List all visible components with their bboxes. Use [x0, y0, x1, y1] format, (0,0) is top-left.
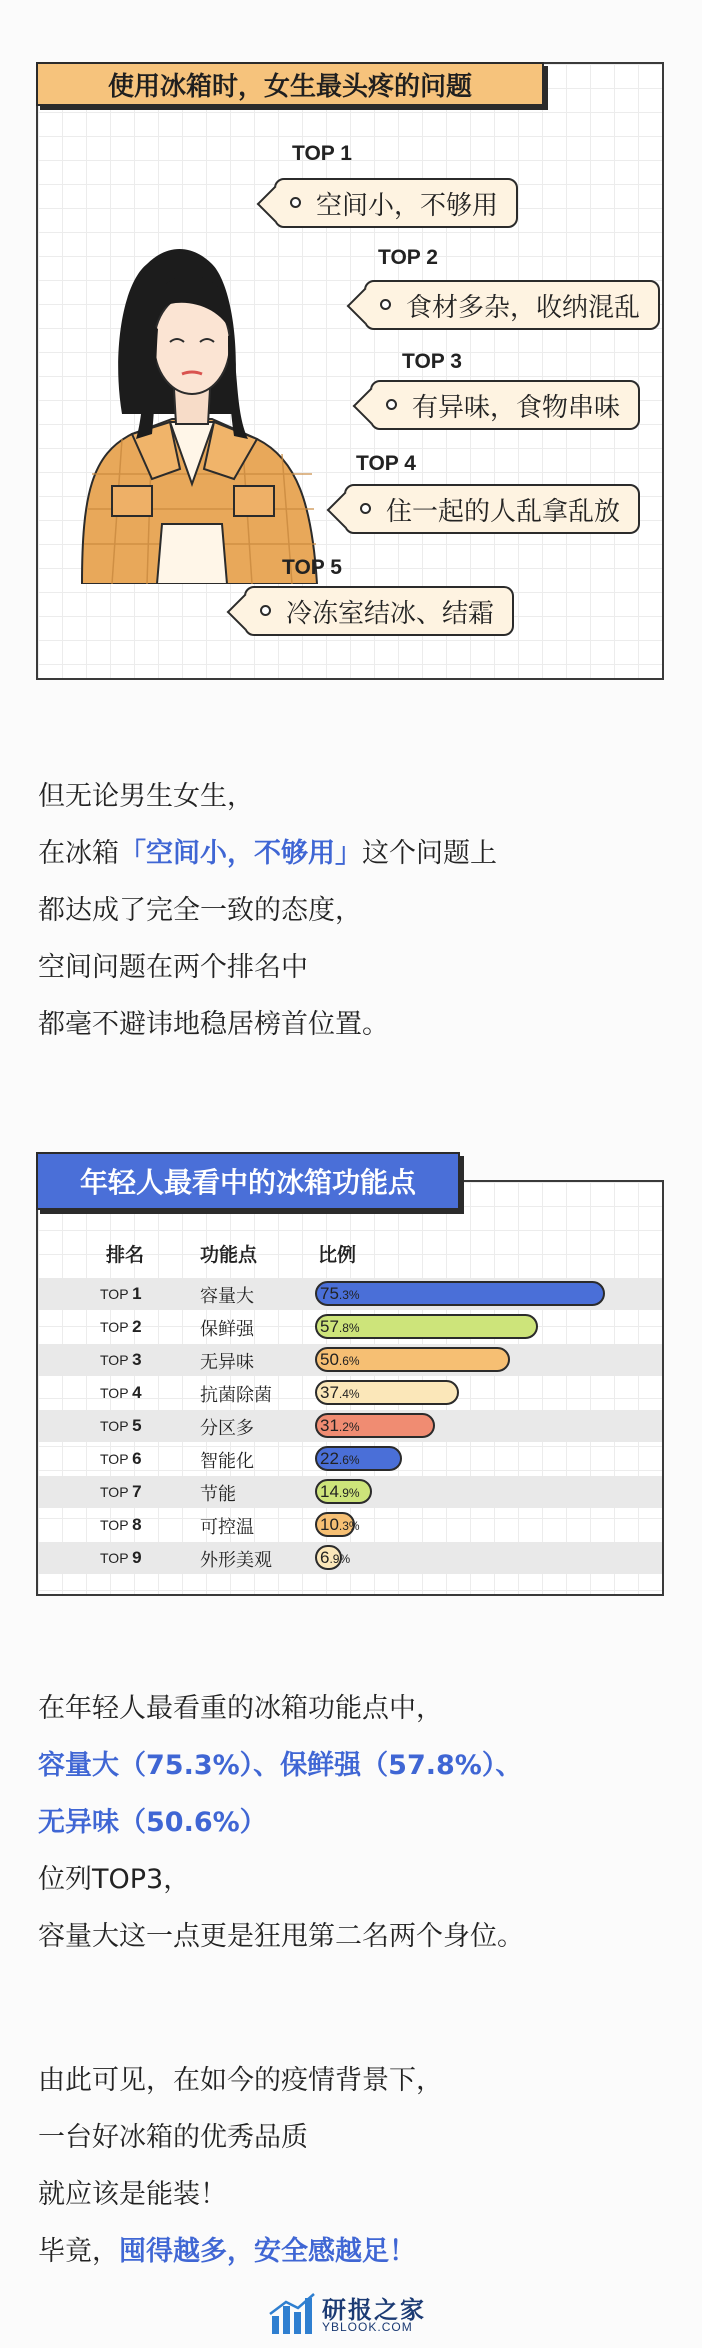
bullet-icon	[380, 299, 391, 310]
bullet-icon	[386, 399, 397, 410]
table-row	[38, 1278, 662, 1310]
feature-cell: 分区多	[200, 1418, 254, 1439]
rank-label-5: TOP 5	[282, 556, 342, 579]
value-label: 50.6%	[320, 1350, 360, 1369]
table-row	[38, 1311, 662, 1343]
problem-bubble-3: 有异味，食物串味	[370, 380, 640, 430]
feature-cell: 可控温	[200, 1517, 254, 1538]
feature-cell: 容量大	[200, 1286, 254, 1307]
table-row	[38, 1443, 662, 1475]
header-rank: 排名	[106, 1244, 145, 1266]
problem-bubble-1: 空间小，不够用	[274, 178, 518, 228]
table-row	[38, 1542, 662, 1574]
logo-name: 研报之家	[322, 2296, 426, 2324]
value-label: 31.2%	[320, 1416, 360, 1435]
rank-label-1: TOP 1	[292, 142, 352, 165]
value-label: 10.3%	[320, 1515, 360, 1534]
highlight-text: 囤得越多，安全感越足！	[119, 2236, 416, 2267]
feature-cell: 抗菌除菌	[200, 1385, 272, 1406]
table-row	[38, 1476, 662, 1508]
value-label: 6.9%	[320, 1548, 351, 1567]
value-label: 37.4%	[320, 1383, 360, 1402]
value-label: 57.8%	[320, 1317, 360, 1336]
feature-cell: 节能	[200, 1484, 236, 1505]
feature-cell: 智能化	[200, 1451, 254, 1472]
bar-chart-icon	[268, 2292, 316, 2336]
feature-cell: 保鲜强	[200, 1319, 254, 1340]
bullet-icon	[260, 605, 271, 616]
paragraph-top3: 在年轻人最看重的冰箱功能点中， 容量大（75.3%）、保鲜强（57.8%）、 无异味（50.6%） 位列TOP3， 容量大这一点更是狂甩第二名两个身位。	[38, 1693, 524, 1952]
bullet-icon	[290, 197, 301, 208]
footer-logo[interactable]	[268, 2290, 438, 2338]
paragraph-conclusion: 由此可见，在如今的疫情背景下， 一台好冰箱的优秀品质 就应该是能装！ 毕竟，囤得越多，安全感越足！	[38, 2065, 443, 2267]
features-card	[36, 1166, 664, 1596]
rank-cell: TOP 3	[100, 1350, 142, 1369]
rank-cell: TOP 2	[100, 1317, 142, 1336]
paragraph-space-issue: 但无论男生女生， 在冰箱「空间小，不够用」这个问题上 都达成了完全一致的态度， 空间问题在两个排名中 都毫不避讳地稳居榜首位置。	[38, 781, 497, 1040]
table-row	[38, 1410, 662, 1442]
header-feature: 功能点	[200, 1244, 258, 1266]
rank-cell: TOP 8	[100, 1515, 142, 1534]
table-row	[38, 1377, 662, 1409]
table-row	[38, 1509, 662, 1541]
problems-card	[36, 62, 664, 680]
rank-label-3: TOP 3	[402, 350, 462, 373]
problem-bubble-4: 住一起的人乱拿乱放	[344, 484, 640, 534]
logo-domain: YBLOOK.COM	[322, 2320, 413, 2334]
value-label: 75.3%	[320, 1284, 360, 1303]
value-label: 22.6%	[320, 1449, 360, 1468]
rank-cell: TOP 5	[100, 1416, 142, 1435]
header-ratio: 比例	[318, 1244, 357, 1266]
bullet-icon	[360, 503, 371, 514]
problem-bubble-2: 食材多杂，收纳混乱	[364, 280, 660, 330]
rank-label-2: TOP 2	[378, 246, 438, 269]
rank-cell: TOP 1	[100, 1284, 142, 1303]
highlight-text: 「空间小，不够用」	[119, 838, 362, 869]
woman-illustration	[52, 224, 352, 584]
table-row	[38, 1344, 662, 1376]
rank-cell: TOP 9	[100, 1548, 142, 1567]
problem-bubble-5: 冷冻室结冰、结霜	[244, 586, 514, 636]
problems-card-title: 使用冰箱时，女生最头疼的问题	[36, 62, 544, 106]
feature-cell: 外形美观	[200, 1550, 272, 1571]
features-card-title: 年轻人最看中的冰箱功能点	[36, 1152, 460, 1210]
rank-cell: TOP 4	[100, 1383, 142, 1402]
feature-cell: 无异味	[200, 1352, 254, 1373]
rank-cell: TOP 6	[100, 1449, 142, 1468]
value-label: 14.9%	[320, 1482, 360, 1501]
rank-cell: TOP 7	[100, 1482, 142, 1501]
rank-label-4: TOP 4	[356, 452, 416, 475]
